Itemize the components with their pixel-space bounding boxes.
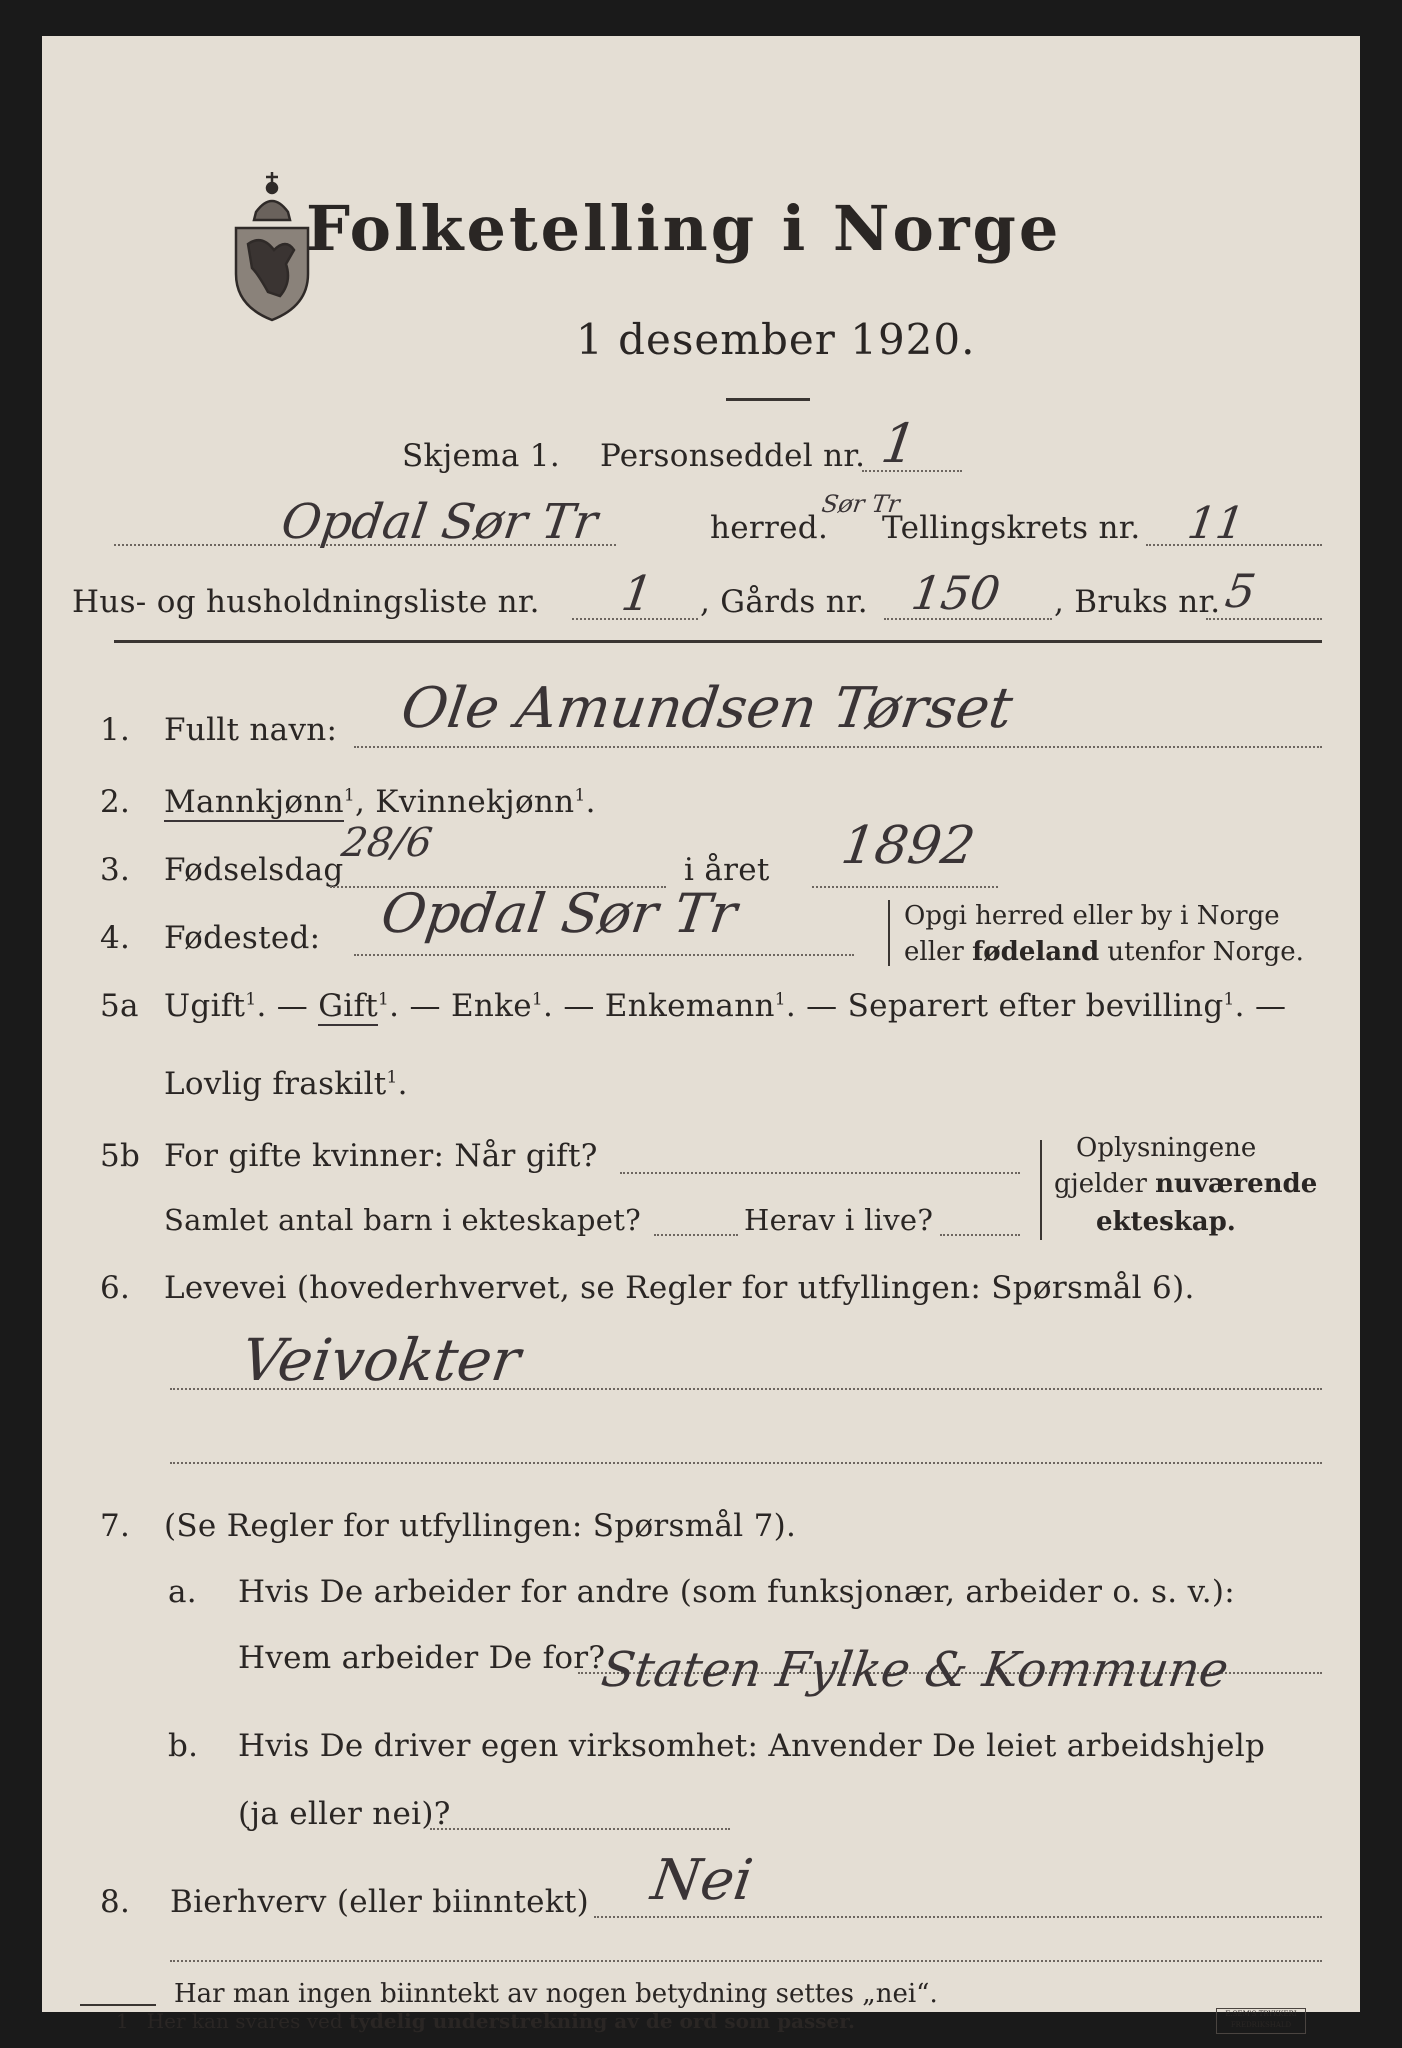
census-form xyxy=(42,36,1360,2012)
q4-label: Fødested: xyxy=(164,920,321,956)
q6-line2 xyxy=(170,1462,1322,1464)
census-date: 1 desember 1920. xyxy=(576,315,976,364)
q6-line1 xyxy=(170,1388,1322,1390)
q8-number: 8. xyxy=(100,1884,131,1920)
q5b-number: 5b xyxy=(100,1138,141,1174)
q3-year-label: i året xyxy=(684,852,770,888)
q1-number: 1. xyxy=(100,712,131,748)
q5b-line1 xyxy=(620,1172,1020,1174)
herred-label: herred. xyxy=(710,510,829,546)
q4-note-line2: eller fødeland utenfor Norge. xyxy=(904,937,1304,967)
q4-line xyxy=(354,954,854,956)
q6-label: Levevei (hovederhvervet, se Regler for utfyllingen: Spørsmål 6). xyxy=(164,1270,1195,1306)
q4-note-line1: Opgi herred eller by i Norge xyxy=(904,901,1280,931)
footer-note: Har man ingen biinntekt av nogen betydning settes „nei“. xyxy=(174,1979,938,2009)
q7b-label: Hvis De driver egen virksomhet: Anvender De leiet arbeidshjelp xyxy=(238,1728,1266,1764)
q3-year-value: 1892 xyxy=(837,816,979,876)
header-divider xyxy=(114,640,1322,643)
hus-value: 1 xyxy=(618,566,657,622)
gards-label: , Gårds nr. xyxy=(700,584,868,620)
q2-female: Kvinnekjønn xyxy=(375,784,575,820)
q5b-line2 xyxy=(654,1234,738,1236)
q5b-label2: Samlet antal barn i ekteskapet? xyxy=(164,1203,641,1237)
q3-value: 28/6 xyxy=(338,820,436,866)
q5a-options: Ugift$^1$. — Gift$^1$. — Enke$^1$. — Enkemann$^1$. — Separert efter bevilling$^1$. — xyxy=(164,988,1287,1024)
tellingskrets-label: Tellingskrets nr. xyxy=(882,510,1141,546)
q5b-bracket xyxy=(1040,1140,1048,1240)
q2-options: Mannkjønn$^1$, Kvinnekjønn$^1$. xyxy=(164,784,596,820)
q7a-value: Staten Fylke & Kommune xyxy=(598,1642,1232,1698)
form-title: Folketelling i Norge xyxy=(306,192,1062,265)
q6-number: 6. xyxy=(100,1270,131,1306)
q8-label: Bierhverv (eller biinntekt) xyxy=(170,1884,590,1920)
footnote: 1 Her kan svares ved tydelig understrekning av de ord som passer. xyxy=(116,2009,855,2033)
q5a-gift: Gift xyxy=(318,988,379,1024)
q7a-label: Hvis De arbeider for andre (som funksjonær, arbeider o. s. v.): xyxy=(238,1574,1236,1610)
q6-value: Veivokter xyxy=(237,1326,525,1394)
q4-value: Opdal Sør Tr xyxy=(377,882,741,945)
q2-female-sup: 1 xyxy=(574,785,586,806)
q5b-label1: For gifte kvinner: Når gift? xyxy=(164,1138,598,1174)
q2-sep: , xyxy=(354,784,366,820)
q5b-note1: Oplysningene xyxy=(1076,1133,1257,1163)
q7b-line xyxy=(430,1828,730,1830)
q7b-number: b. xyxy=(168,1728,199,1764)
q4-bracket xyxy=(888,900,896,966)
skjema-label: Skjema 1. xyxy=(402,438,560,474)
hus-label: Hus- og husholdningsliste nr. xyxy=(72,584,540,620)
q2-male-sup: 1 xyxy=(343,785,355,806)
personseddel-label: Personseddel nr. xyxy=(600,438,866,474)
personseddel-value: 1 xyxy=(877,412,921,475)
q4-note-bold: fødeland xyxy=(972,937,1100,967)
q5b-note2: gjelder nuværende xyxy=(1054,1169,1318,1199)
footnote-number: 1 xyxy=(116,2009,129,2033)
q5a-number: 5a xyxy=(100,988,139,1024)
q7b-question: (ja eller nei)? xyxy=(238,1796,451,1832)
q7a-number: a. xyxy=(168,1574,197,1610)
gards-value: 150 xyxy=(908,566,1004,620)
q8-line2 xyxy=(170,1960,1322,1962)
q4-number: 4. xyxy=(100,920,131,956)
q1-value: Ole Amundsen Tørset xyxy=(397,676,1017,741)
q5a-lovlig: Lovlig fraskilt$^1$. xyxy=(164,1066,408,1102)
q2-male: Mannkjønn xyxy=(164,784,344,820)
bruks-value: 5 xyxy=(1222,564,1260,618)
footnote-rule xyxy=(80,2004,156,2006)
herred-value: Opdal Sør Tr xyxy=(278,494,601,550)
q7-number: 7. xyxy=(100,1508,131,1544)
q3-label: Fødselsdag xyxy=(164,852,344,888)
bruks-label: , Bruks nr. xyxy=(1054,584,1221,620)
q8-line xyxy=(594,1916,1322,1918)
q7a-question: Hvem arbeider De for? xyxy=(238,1640,606,1676)
q1-label: Fullt navn: xyxy=(164,712,338,748)
norwegian-coat-of-arms-icon xyxy=(228,164,316,324)
q8-value: Nei xyxy=(647,1848,757,1913)
herred-correction: Sør Tr xyxy=(820,490,902,518)
q2-number: 2. xyxy=(100,784,131,820)
tellingskrets-value: 11 xyxy=(1184,498,1248,549)
q3-year-line xyxy=(812,886,998,888)
q5b-label3: Herav i live? xyxy=(744,1203,934,1237)
bruks-line xyxy=(1206,618,1322,620)
q1-line xyxy=(354,746,1322,748)
title-divider xyxy=(726,398,810,401)
q5b-note3: ekteskap. xyxy=(1096,1207,1236,1237)
printer-mark: E.SEM'S TRYKKERI FREDRIKSHALD xyxy=(1216,2008,1306,2034)
q7-label: (Se Regler for utfyllingen: Spørsmål 7). xyxy=(164,1508,797,1544)
q5b-line3 xyxy=(940,1234,1020,1236)
q3-number: 3. xyxy=(100,852,131,888)
